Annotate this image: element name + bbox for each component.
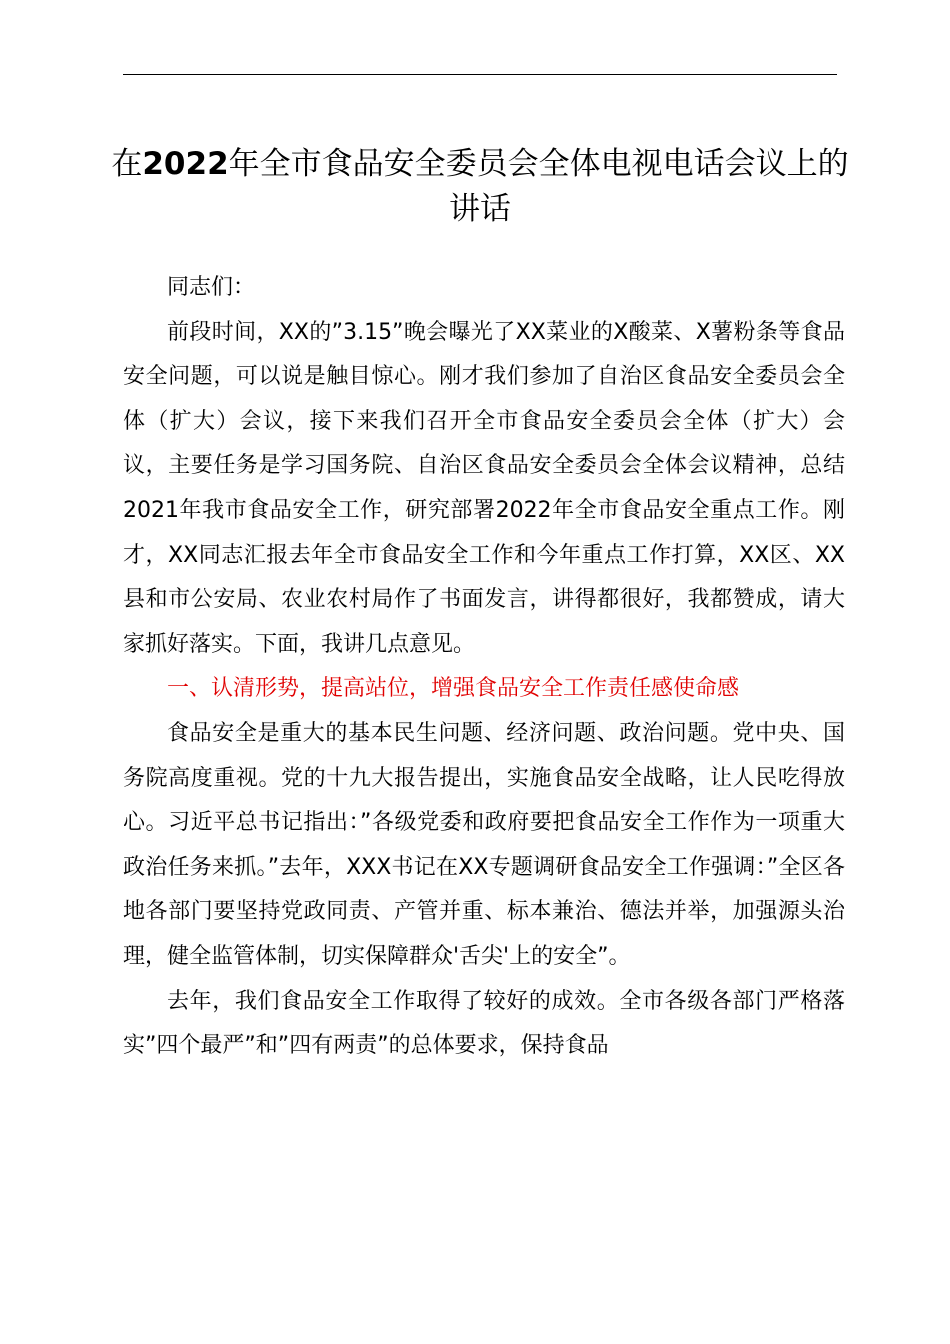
paragraph-intro: 前段时间，XX的”3.15”晚会曝光了XX菜业的X酸菜、X薯粉条等食品安全问题，可以说是触目惊心。刚才我们参加了自治区食品安全委员会全体（扩大）会议，接下来我们召开全市食品安全委员会全体（扩大）会议，主要任务是学习国务院、自治区食品安全委员会全体会议精神，总结2021年我市食品安全工作，研究部署2022年全市食品安全重点工作。刚才，XX同志汇报去年全市食品安全工作和今年重点工作打算，XX区、XX县和市公安局、农业农村局作了书面发言，讲得都很好，我都赞成，请大家抓好落实。下面，我讲几点意见。 [123, 319, 845, 657]
document-body [123, 266, 845, 1069]
title-suffix: 年全市食品安全委员会全体电视电话会议上的讲话 [228, 146, 849, 227]
greeting: 同志们： [167, 275, 256, 300]
title-prefix: 在 [111, 146, 143, 182]
title-year: 2022 [142, 146, 229, 182]
header-rule [123, 74, 837, 75]
paragraph-last-year-results: 去年，我们食品安全工作取得了较好的成效。全市各级各部门严格落实”四个最严”和”四有两责”的总体要求，保持食品 [123, 988, 845, 1059]
document-title [100, 142, 860, 232]
section-heading-1: 一、认清形势，提高站位，增强食品安全工作责任感使命感 [167, 676, 740, 702]
paragraph-food-safety-importance: 食品安全是重大的基本民生问题、经济问题、政治问题。党中央、国务院高度重视。党的十九大报告提出，实施食品安全战略，让人民吃得放心。习近平总书记指出：”各级党委和政府要把食品安全工作作为一项重大政治任务来抓。”去年，XXX书记在XX专题调研食品安全工作强调：”全区各地各部门要坚持党政同责、产管并重、标本兼治、德法并举，加强源头治理，健全监管体制，切实保障群众'舌尖'上的安全”。 [123, 720, 845, 969]
